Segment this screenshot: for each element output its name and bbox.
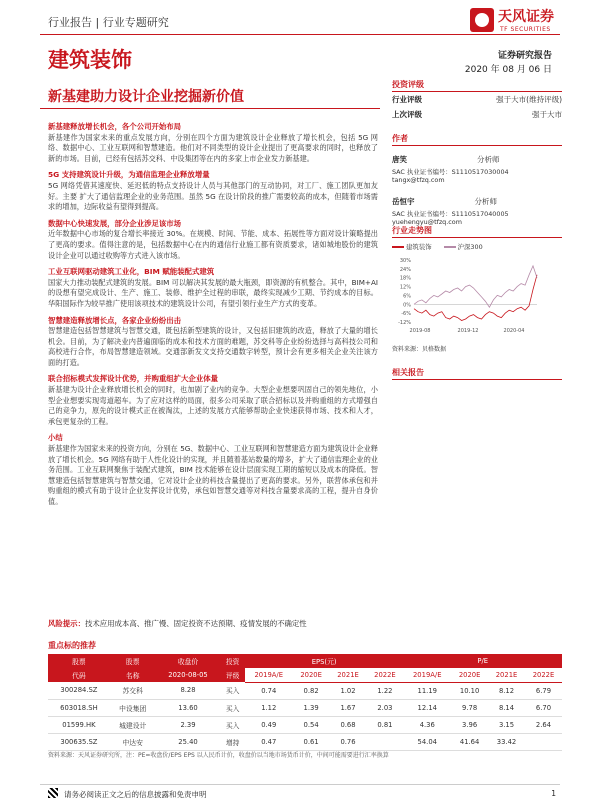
table-header: 评级 <box>220 668 244 682</box>
table-cell: 0.47 <box>245 733 293 750</box>
legend-label: 建筑装饰 <box>406 243 432 251</box>
table-header: 股票 <box>110 654 156 668</box>
table-cell: 买入 <box>220 699 244 716</box>
section-heading: 智慧建造释放增长点，各家企业纷纷出击 <box>48 315 182 325</box>
table-cell: 0.54 <box>293 716 330 733</box>
section-heading: 数据中心快速发展，部分企业涉足该市场 <box>48 218 182 228</box>
author-role: 分析师 <box>474 197 497 206</box>
table-header: 2021E <box>330 668 367 682</box>
header-divider <box>40 34 560 35</box>
table-header: 2019A/E <box>403 668 451 682</box>
risk-warning <box>48 618 307 629</box>
legend-item <box>444 242 483 251</box>
table-cell: 13.60 <box>156 699 221 716</box>
table-cell: 2.64 <box>525 716 562 733</box>
legend-swatch <box>444 246 456 248</box>
table-subheader-row <box>48 668 562 682</box>
table-cell: 33.42 <box>488 733 525 750</box>
y-tick-label: -12% <box>398 320 411 326</box>
table-cell: 中达安 <box>110 733 156 750</box>
y-tick-label: 0% <box>403 302 411 309</box>
rating-key: 行业评级 <box>392 95 422 104</box>
table-cell: 603018.SH <box>48 699 110 716</box>
section-heading: 工业互联网驱动建筑工业化，BIM 赋能装配式建筑 <box>48 267 215 277</box>
legend-label: 沪深300 <box>457 243 483 251</box>
page-number: 1 <box>551 789 556 798</box>
table-cell: 1.39 <box>293 699 330 716</box>
table-cell: 8.28 <box>156 682 221 699</box>
table-cell: 苏交科 <box>110 682 156 699</box>
table-cell: 54.04 <box>403 733 451 750</box>
risk-text: 技术应用成本高、推广慢、固定投资不达预期、疫情发展的不确定性 <box>84 619 307 628</box>
logo-text: 天风证券 <box>498 9 554 25</box>
table-cell: 6.70 <box>525 699 562 716</box>
disclaimer: 请务必阅读正文之后的信息披露和免责申明 <box>64 790 207 799</box>
table-cell: 300635.SZ <box>48 733 110 750</box>
table-row <box>48 682 562 699</box>
table-cell: 0.68 <box>330 716 367 733</box>
table-row <box>48 733 562 750</box>
authors-panel <box>392 132 562 226</box>
rating-value: 强于大市(维持评级) <box>496 95 562 104</box>
table-cell: 41.64 <box>451 733 488 750</box>
table-header: 2020E <box>293 668 330 682</box>
table-cell: 0.49 <box>245 716 293 733</box>
table-cell: 2.03 <box>366 699 403 716</box>
table-cell: 0.61 <box>293 733 330 750</box>
table-header: 2019A/E <box>245 668 293 682</box>
table-cell: 3.96 <box>451 716 488 733</box>
report-type: 证券研究报告 <box>497 51 552 61</box>
rating-key: 上次评级 <box>392 110 422 119</box>
section-text: 国家大力推动装配式建筑的发展。BIM 可以解决其发展的最大瓶颈，即资源的有机整合。其中，BIM+AI 的设想有望完成设计、生产、施工、装修、维护全过程的串联，最终实现减少工期、节约成本的目标。华阳国际作为较早推广使用该项技术的建筑设计公司，有望引领行业生产方式的变革。 <box>48 277 378 308</box>
table-cell: 11.19 <box>403 682 451 699</box>
trend-heading: 行业走势图 <box>392 224 562 238</box>
y-tick-label: 24% <box>399 266 411 273</box>
report-date: 2020 年 08 月 06 日 <box>464 65 552 75</box>
trend-panel <box>392 224 562 251</box>
author-email[interactable]: yuehengyu@tfzq.com <box>392 218 462 226</box>
table-cell: 城建设计 <box>110 716 156 733</box>
section-text: 近年数据中心市场的复合增长率接近 30%。在规模、时间、节能、成本、拓展性等方面对设计策略提出了更高的要求。值得注意的是，包括数据中心在内的通信行业施工都有资质要求，诸如城地股份的建筑设计企业可以通过收购等方式进入该市场。 <box>48 229 378 260</box>
table-cell: 1.67 <box>330 699 367 716</box>
table-cell: 10.10 <box>451 682 488 699</box>
table-header: 股票 <box>48 654 110 668</box>
rating-value: 强于大市 <box>532 110 562 119</box>
rating-row <box>392 92 562 107</box>
risk-label: 风险提示： <box>48 619 85 628</box>
y-tick-label: 12% <box>399 284 411 291</box>
table-header: 代码 <box>48 668 110 682</box>
table-cell: 1.22 <box>366 682 403 699</box>
table-header: 名称 <box>110 668 156 682</box>
table-cell: 3.15 <box>488 716 525 733</box>
breadcrumb: 行业报告 | 行业专题研究 <box>48 16 169 29</box>
industry-trend-chart <box>392 256 542 336</box>
logo-icon <box>470 8 494 32</box>
table-cell: 4.36 <box>403 716 451 733</box>
rating-panel <box>392 78 562 122</box>
table-cell: 6.79 <box>525 682 562 699</box>
table-header: 收盘价 <box>156 654 221 668</box>
table-cell: 1.12 <box>245 699 293 716</box>
author-name: 岳恒宇 <box>392 197 415 206</box>
table-cell: 增持 <box>220 733 244 750</box>
series-line-2 <box>414 266 537 307</box>
y-tick-label: 30% <box>399 258 411 264</box>
table-cell: 8.12 <box>488 682 525 699</box>
table-cell: 中设集团 <box>110 699 156 716</box>
rating-heading: 投资评级 <box>392 78 562 92</box>
table-cell <box>366 733 403 750</box>
y-tick-label: 18% <box>399 275 411 282</box>
x-tick-label: 2019-08 <box>409 328 431 334</box>
section-heading: 小结 <box>48 433 63 443</box>
table-header: P/E <box>403 654 562 668</box>
author-cert: SAC 执业证书编号：S1110517040005 <box>392 210 509 218</box>
section-text: 智慧建造包括智慧建筑与智慧交通，既包括新型建筑的设计，又包括旧建筑的改造，释放了大量的增长机会。目前，为了解决业内普遍面临的成本和技术方面的难题，苏交科等企业纷纷选择与高科技公司和高校进行合作，布局智慧建造领域。交通部新发文支持交通数字转型，预计会有更多相关企业关注该方面的打造。 <box>48 326 378 367</box>
table-header-row <box>48 654 562 668</box>
x-tick-label: 2019-12 <box>457 328 479 334</box>
section-text: 5G 网络凭借其速度快、延迟低的特点支持设计人员与其他部门的互动协同，对工厂、施工团队更加友好。主要 扩大了通信监理企业的业务范围。虽然 5G 在设计阶段的推广需要较高的成本，但随着市场需求的增加，边际收益有望得到提高。 <box>48 180 378 212</box>
table-header: 2020-08-05 <box>156 668 221 682</box>
y-tick-label: 6% <box>403 293 411 300</box>
table-cell: 25.40 <box>156 733 221 750</box>
section-text: 新基建作为国家未来的重点发展方向，分别在四个方面为建筑设计企业释放了增长机会，包括 5G 网络、数据中心、工业互联网和智慧建造。他们对不同类型的设计企业提出了更高要求的同时，也释放了新的市场。目前，已经有包括苏交科、中设集团等在内的多家上市企业发力新基建。 <box>48 132 378 163</box>
table-cell: 0.82 <box>293 682 330 699</box>
footer-divider <box>40 784 560 785</box>
chart-legend <box>392 242 562 251</box>
author-email[interactable]: tangx@tfzq.com <box>392 176 445 184</box>
author-name: 唐笑 <box>392 155 407 164</box>
table-row <box>48 699 562 716</box>
legend-item <box>392 242 432 251</box>
author-role: 分析师 <box>477 155 500 164</box>
table-header: EPS(元) <box>245 654 404 668</box>
logo-subtext: TF SECURITIES <box>500 26 551 33</box>
author-entry <box>392 194 562 226</box>
section-heading: 新基建释放增长机会，各个公司开始布局 <box>48 122 182 131</box>
table-cell: 买入 <box>220 716 244 733</box>
report-title: 新基建助力设计企业挖掘新价值 <box>48 89 244 105</box>
section-text: 新基建作为国家未来的投资方向，分别在 5G、数据中心、工业互联网和智慧建造方面为建筑设计企业释放了增长机会。5G 网络有助于人性化设计的实现，并且随着基站数量的增多，扩大了通信监理企业的业务范围。工业互联网聚焦于装配式建筑，BIM 技术能够在设计层面实现工期的缩短以及成本的降低。智慧建造包括智慧建筑与智慧交通，它对设计企业的科技含量提出了更高的要求。另外，联营体承包和并购重组的模式有助于设计企业发挥设计优势，承包如智慧交通等对科技含量要求高的工程，提升自身价值。 <box>48 444 378 506</box>
table-cell: 9.78 <box>451 699 488 716</box>
table-cell: 8.14 <box>488 699 525 716</box>
summary-body <box>48 122 378 514</box>
related-heading: 相关报告 <box>392 366 562 380</box>
table-cell: 买入 <box>220 682 244 699</box>
table-cell: 0.81 <box>366 716 403 733</box>
qr-code-icon <box>48 788 58 798</box>
legend-swatch <box>392 246 404 248</box>
table-cell: 300284.SZ <box>48 682 110 699</box>
table-cell <box>525 733 562 750</box>
table-header: 投资 <box>220 654 244 668</box>
table-row <box>48 716 562 733</box>
section-heading: 联合招标模式发挥设计优势，并购重组扩大企业体量 <box>48 374 218 384</box>
table-header: 2022E <box>366 668 403 682</box>
related-panel <box>392 366 562 380</box>
table-cell: 0.74 <box>245 682 293 699</box>
table-cell: 1.02 <box>330 682 367 699</box>
sector-title: 建筑装饰 <box>48 48 132 72</box>
table-cell: 2.39 <box>156 716 221 733</box>
title-divider <box>40 108 380 109</box>
authors-heading: 作者 <box>392 132 562 146</box>
stock-table <box>48 654 562 751</box>
table-note: 资料来源：天风证券研究所，注：PE=收盘价/EPS EPS 以人民币计价，收盘价以当地市场货币计价，中间可能需要进行汇率换算 <box>48 752 389 759</box>
table-title: 重点标的推荐 <box>48 641 96 650</box>
series-line-1 <box>414 275 537 321</box>
chart-source: 资料来源：贝格数据 <box>392 346 447 353</box>
rating-row <box>392 107 562 122</box>
author-entry <box>392 152 562 184</box>
table-cell: 0.76 <box>330 733 367 750</box>
author-cert: SAC 执业证书编号：S1110517030004 <box>392 168 509 176</box>
table-header: 2022E <box>525 668 562 682</box>
section-text: 新基建为设计企业释放增长机会的同时，也加剧了业内的竞争。大型企业想要巩固自己的领先地位，小型企业想要实现弯道超车。为了应对这样的局面，很多公司采取了联合招标以及并购重组的方式增强自己的竞争力，原先的设计模式正在被淘汰，上述的发展方式能够帮助企业快速获得市场、技术和人才，承包更复杂的工程。 <box>48 385 378 426</box>
x-tick-label: 2020-04 <box>503 328 525 334</box>
section-heading: 5G 支持建筑设计升级，为通信监理企业释放增量 <box>48 170 210 180</box>
table-header: 2021E <box>488 668 525 682</box>
y-tick-label: -6% <box>401 311 411 318</box>
table-cell: 01599.HK <box>48 716 110 733</box>
table-header: 2020E <box>451 668 488 682</box>
table-cell: 12.14 <box>403 699 451 716</box>
